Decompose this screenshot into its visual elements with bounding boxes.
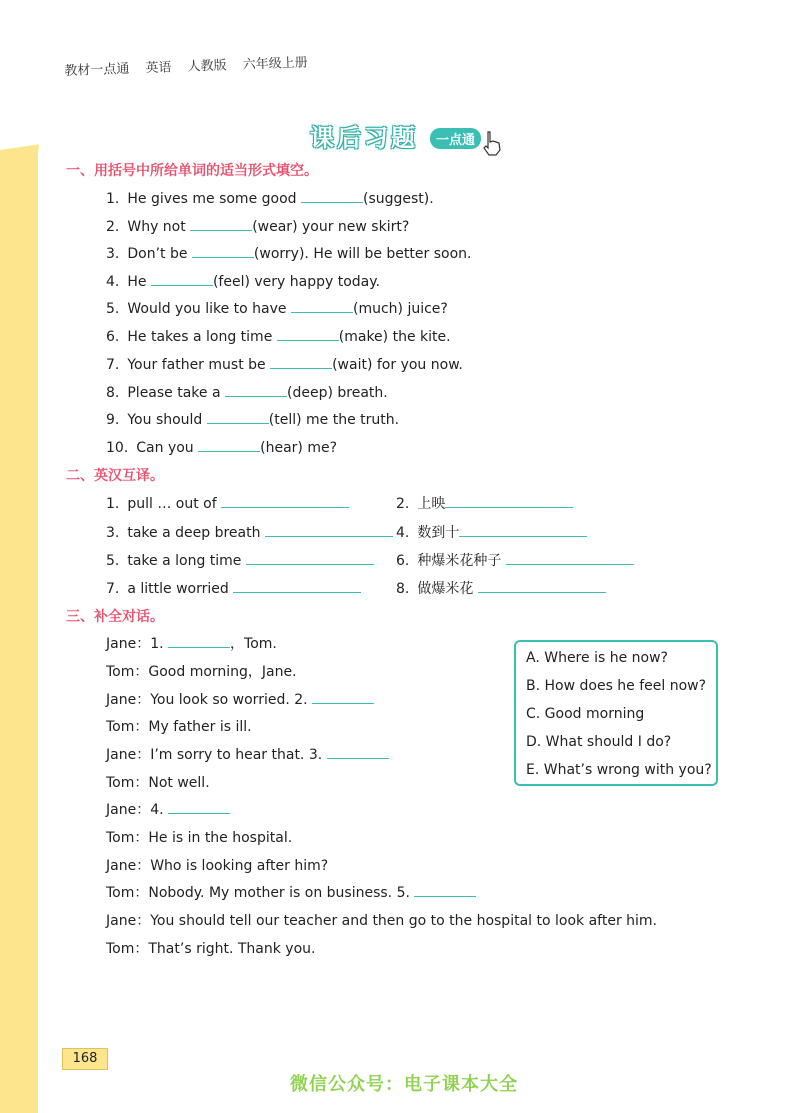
answer-blank[interactable] bbox=[265, 522, 393, 537]
s1-item-10: 10. Can you (hear) me? bbox=[106, 437, 337, 456]
dialog-line-12: Tom：That’s right. Thank you. bbox=[106, 941, 316, 957]
edition-name: 人教版 bbox=[187, 58, 227, 75]
s2-item-1: 1. pull … out of bbox=[106, 493, 349, 512]
answer-blank[interactable] bbox=[151, 271, 213, 286]
answer-blank[interactable] bbox=[270, 354, 332, 369]
s1-item-4: 4. He (feel) very happy today. bbox=[106, 271, 380, 290]
answer-blank[interactable] bbox=[277, 326, 339, 341]
answer-blank[interactable] bbox=[445, 493, 573, 508]
dialog-line-5: Jane：I’m sorry to hear that. 3. bbox=[106, 744, 389, 764]
s1-item-5: 5. Would you like to have (much) juice? bbox=[106, 298, 448, 317]
s2-item-7: 7. a little worried bbox=[106, 578, 361, 597]
book-name: 教材一点通 bbox=[64, 61, 130, 79]
answer-blank[interactable] bbox=[233, 578, 361, 593]
dialog-line-9: Jane：Who is looking after him? bbox=[106, 858, 329, 874]
answer-blank[interactable] bbox=[207, 409, 269, 424]
options-box bbox=[514, 640, 718, 786]
page-number: 168 bbox=[62, 1048, 108, 1070]
s1-item-7: 7. Your father must be (wait) for you now. bbox=[106, 354, 463, 373]
answer-blank[interactable] bbox=[459, 522, 587, 537]
answer-blank[interactable] bbox=[506, 550, 634, 565]
option-d: D. What should I do? bbox=[526, 734, 672, 750]
s1-item-6: 6. He takes a long time (make) the kite. bbox=[106, 326, 451, 345]
s1-item-9: 9. You should (tell) me the truth. bbox=[106, 409, 399, 428]
s2-item-4: 4. 数到十 bbox=[396, 522, 587, 542]
answer-blank[interactable] bbox=[312, 689, 374, 704]
s2-item-3: 3. take a deep breath bbox=[106, 522, 393, 541]
answer-blank[interactable] bbox=[478, 578, 606, 593]
answer-blank[interactable] bbox=[225, 382, 287, 397]
s1-item-2: 2. Why not (wear) your new skirt? bbox=[106, 216, 409, 235]
answer-blank[interactable] bbox=[190, 216, 252, 231]
s2-item-6: 6. 种爆米花种子 bbox=[396, 550, 634, 570]
s2-item-5: 5. take a long time bbox=[106, 550, 374, 569]
section1-title: 一、用括号中所给单词的适当形式填空。 bbox=[66, 163, 318, 179]
s1-item-8: 8. Please take a (deep) breath. bbox=[106, 382, 388, 401]
answer-blank[interactable] bbox=[301, 188, 363, 203]
option-a: A. Where is he now? bbox=[526, 650, 668, 666]
s1-item-3: 3. Don’t be (worry). He will be better soon. bbox=[106, 243, 471, 262]
pointing-hand-icon bbox=[480, 130, 504, 156]
header-area bbox=[0, 0, 800, 100]
answer-blank[interactable] bbox=[246, 550, 374, 565]
dialog-line-3: Jane：You look so worried. 2. bbox=[106, 689, 374, 709]
answer-blank[interactable] bbox=[168, 633, 230, 648]
grade-name: 六年级上册 bbox=[242, 55, 308, 73]
answer-blank[interactable] bbox=[192, 243, 254, 258]
footer-watermark: 微信公众号：电子课本大全 bbox=[290, 1074, 518, 1095]
dialog-line-7: Jane：4. bbox=[106, 799, 230, 819]
answer-blank[interactable] bbox=[221, 493, 349, 508]
s2-item-8: 8. 做爆米花 bbox=[396, 578, 606, 598]
s2-item-2: 2. 上映 bbox=[396, 493, 573, 513]
option-b: B. How does he feel now? bbox=[526, 678, 707, 694]
option-c: C. Good morning bbox=[526, 706, 645, 722]
answer-blank[interactable] bbox=[327, 744, 389, 759]
s1-item-1: 1. He gives me some good (suggest). bbox=[106, 188, 434, 207]
dialog-line-4: Tom：My father is ill. bbox=[106, 719, 252, 735]
dialog-line-2: Tom：Good morning，Jane. bbox=[106, 664, 297, 680]
dialog-line-1: Jane：1. ，Tom. bbox=[106, 633, 277, 653]
title-banner bbox=[300, 110, 510, 158]
page-title: 课后习题 bbox=[310, 124, 418, 152]
dialog-line-11: Jane：You should tell our teacher and then go to the hospital to look after him. bbox=[106, 913, 657, 929]
answer-blank[interactable] bbox=[168, 799, 230, 814]
dialog-line-6: Tom：Not well. bbox=[106, 775, 210, 791]
section3-title: 三、补全对话。 bbox=[66, 609, 164, 625]
subject-name: 英语 bbox=[145, 60, 172, 77]
dialog-line-8: Tom：He is in the hospital. bbox=[106, 830, 293, 846]
answer-blank[interactable] bbox=[414, 882, 476, 897]
answer-blank[interactable] bbox=[198, 437, 260, 452]
section2-title: 二、英汉互译。 bbox=[66, 468, 164, 484]
page-subtitle: 一点通 bbox=[430, 128, 481, 149]
dialog-line-10: Tom：Nobody. My mother is on business. 5. bbox=[106, 882, 476, 902]
answer-blank[interactable] bbox=[291, 298, 353, 313]
option-e: E. What’s wrong with you? bbox=[526, 762, 712, 778]
